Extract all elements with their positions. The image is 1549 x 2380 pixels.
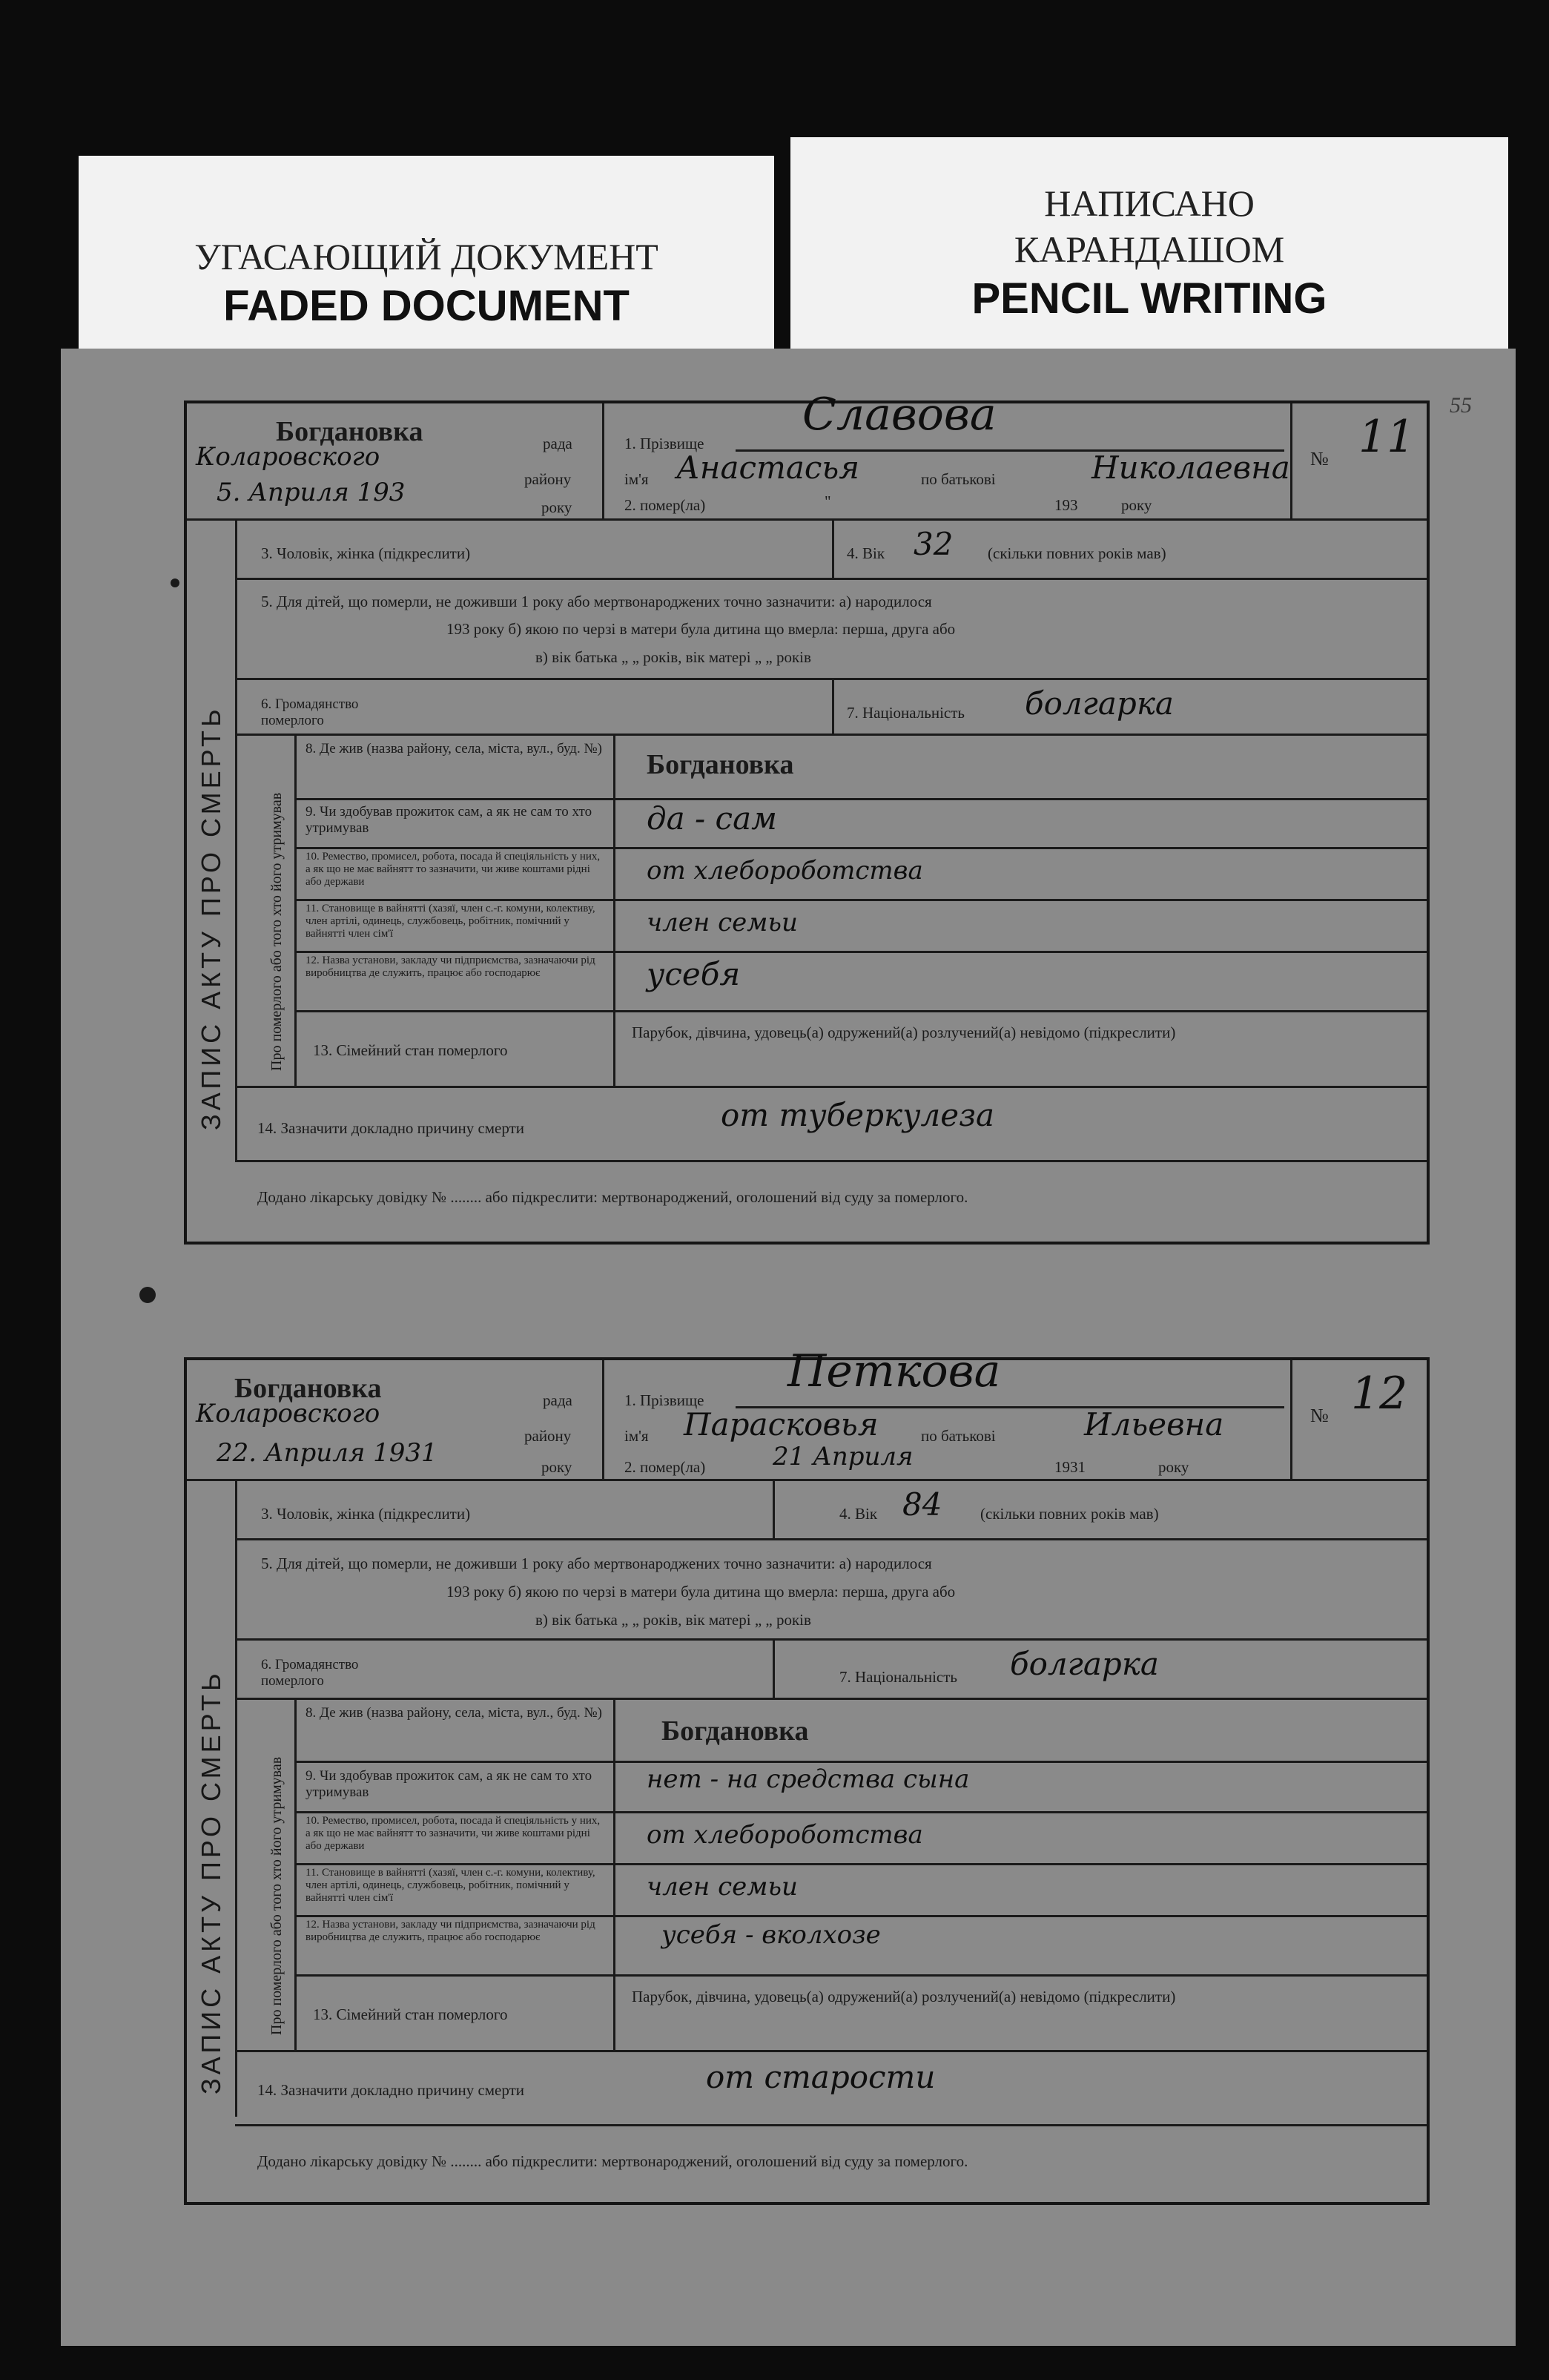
cause-of-death-value: от старости xyxy=(706,2059,936,2095)
rada-stamp: Богдановка xyxy=(276,416,423,447)
nationality-value: болгарка xyxy=(1025,685,1174,722)
pencil-label-ru-2: КАРАНДАШОМ xyxy=(1014,228,1285,270)
patronymic-value: Николаевна xyxy=(1091,449,1290,486)
page-number: 55 xyxy=(1450,393,1472,418)
nationality-value: болгарка xyxy=(1010,1646,1159,1682)
death-record-12: Богдановка рада Коларовского району 22. Априля 1931 року 1. Прізвище Петкова ім'я Парасковья по батькові Ильевна 2. помер(ла) 21 Априля 1931 року № 12 ЗАПИС АКТУ ПРО СМЕРТЬ 3. Чоловік, жінка (підкреслити) 4. Вік 84 (скільки повних років мав) 5. Для дітей, що померли, не доживши 1 року або мертвонароджених точно зазначити: а) народилося 193 року б) якою по черзі в матери була дитина що вмерла: перша, друга або в) вік батька „ „ років, вік матері „ „ років 6. Громадянство померлого 7. Національність болгарка Про померлого або того хто його утримував 8. Де жив (назва району, села, міста, вул., буд. №) Богдановка 9. Чи здобував прожиток сам, а як не сам то хто утримував нет - на средства сына 10. Ремество, промисел, робота, посада й спеціяльність у них, а як що не має вайнятт то зазначити, чи живе коштами рідні або держави от хлебороботства 11. Становище в вайнятті (хазяї, член с.-г. комуни, колективу, член артілі, одинець, службовець, робітник, помічний у вайнятті член сім'ї член семьи 12. Назва установи, закладу чи підприємства, зазначаючи рід виробництва де служить, працює або господарює усебя - вколхозе 13. Сімейний стан померлого Парубок, дівчина, удовець(а) одружений(а) розлучений(а) невідомо (підкреслити) 14. Зазначити докладно причину смерти от старости Додано лікарську довідку № ........ або підкреслити: мертвонароджений, оголошений від суду за померлого. xyxy=(184,1357,1430,2205)
rada-stamp: Богдановка xyxy=(234,1373,382,1404)
livelihood-value: нет - на средства сына xyxy=(647,1764,970,1794)
patronymic-value: Ильевна xyxy=(1084,1406,1224,1443)
death-date-value: 21 Априля xyxy=(773,1442,914,1471)
occupation-value: от хлебороботства xyxy=(647,1820,923,1850)
record-date: 22. Априля 1931 xyxy=(217,1438,437,1468)
residence-value: Богдановка xyxy=(661,1715,809,1747)
workplace-value: усебя - вколхозе xyxy=(661,1920,881,1950)
occupation-value: от хлебороботства xyxy=(647,856,923,886)
faded-label-ru: УГАСАЮЩИЙ ДОКУМЕНТ xyxy=(194,236,658,277)
name-value: Анастасья xyxy=(676,449,860,486)
cause-of-death-value: от туберкулеза xyxy=(721,1097,995,1133)
name-value: Парасковья xyxy=(684,1406,879,1443)
position-value: член семьи xyxy=(647,1872,798,1902)
pencil-writing-label xyxy=(790,137,1508,371)
form-footer: Додано лікарську довідку № ........ або підкреслити: мертвонароджений, оголошений від суду за померлого. xyxy=(257,2152,968,2170)
surname-value: Славова xyxy=(802,389,997,441)
ink-blot xyxy=(171,578,179,587)
record-number: 11 xyxy=(1358,411,1416,463)
surname-value: Петкова xyxy=(787,1345,1001,1397)
side-title: ЗАПИС АКТУ ПРО СМЕРТЬ xyxy=(196,1669,226,2094)
side-subtitle: Про померлого або того хто його утримував xyxy=(268,792,285,1071)
record-number: 12 xyxy=(1351,1368,1408,1420)
position-value: член семьи xyxy=(647,908,798,937)
livelihood-value: да - сам xyxy=(647,800,777,837)
death-record-11: Богдановка рада Коларовского району 5. Априля 193 року 1. Прізвище Славова ім'я Анастасья по батькові Николаевна 2. помер(ла) " 193 року № 11 ЗАПИС АКТУ ПРО СМЕРТЬ 3. Чоловік, жінка (підкреслити) 4. Вік 32 (скільки повних років мав) 5. Для дітей, що померли, не доживши 1 року або мертвонароджених точно зазначити: а) народилося 193 року б) якою по черзі в матери була дитина що вмерла: перша, друга або в) вік батька „ „ років, вік матері „ „ років 6. Громадянство померлого 7. Національність болгарка Про померлого або того хто його утримував 8. Де жив (назва району, села, міста, вул., буд. №) Богдановка 9. Чи здобував прожиток сам, а як не сам то хто утримував да - сам 10. Ремество, промисел, робота, посада й спеціяльність у них, а як що не має вайнятт то зазначити, чи живе коштами рідні або держави от хлебороботства 11. Становище в вайнятті (хазяї, член с.-г. комуни, колективу, член артілі, одинець, службовець, робітник, помічний у вайнятті член сім'ї член семьи 12. Назва установи, закладу чи підприємства, зазначаючи рід виробництва де служить, працює або господарює усебя 13. Сімейний стан померлого Парубок, дівчина, удовець(а) одружений(а) розлучений(а) невідомо (підкреслити) 14. Зазначити докладно причину смерти от туберкулеза Додано лікарську довідку № ........ або підкреслити: мертвонароджений, оголошений від суду за померлого. xyxy=(184,400,1430,1245)
pencil-label-ru-1: НАПИСАНО xyxy=(1044,182,1255,224)
residence-value: Богдановка xyxy=(647,749,794,780)
workplace-value: усебя xyxy=(647,956,741,992)
form-footer: Додано лікарську довідку № ........ або підкреслити: мертвонароджений, оголошений від суду за померлого. xyxy=(257,1188,968,1206)
pencil-label-en: PENCIL WRITING xyxy=(971,274,1327,323)
faded-label-en: FADED DOCUMENT xyxy=(223,282,630,330)
raion-value: Коларовского xyxy=(196,1399,380,1428)
record-date: 5. Априля 193 xyxy=(217,478,406,507)
age-value: 84 xyxy=(902,1486,942,1523)
raion-value: Коларовского xyxy=(196,442,380,472)
side-subtitle: Про померлого або того хто його утримував xyxy=(268,1756,285,2035)
faded-document-label xyxy=(79,156,774,371)
ink-blot xyxy=(139,1287,156,1303)
age-value: 32 xyxy=(914,526,954,562)
side-title: ЗАПИС АКТУ ПРО СМЕРТЬ xyxy=(196,705,226,1130)
